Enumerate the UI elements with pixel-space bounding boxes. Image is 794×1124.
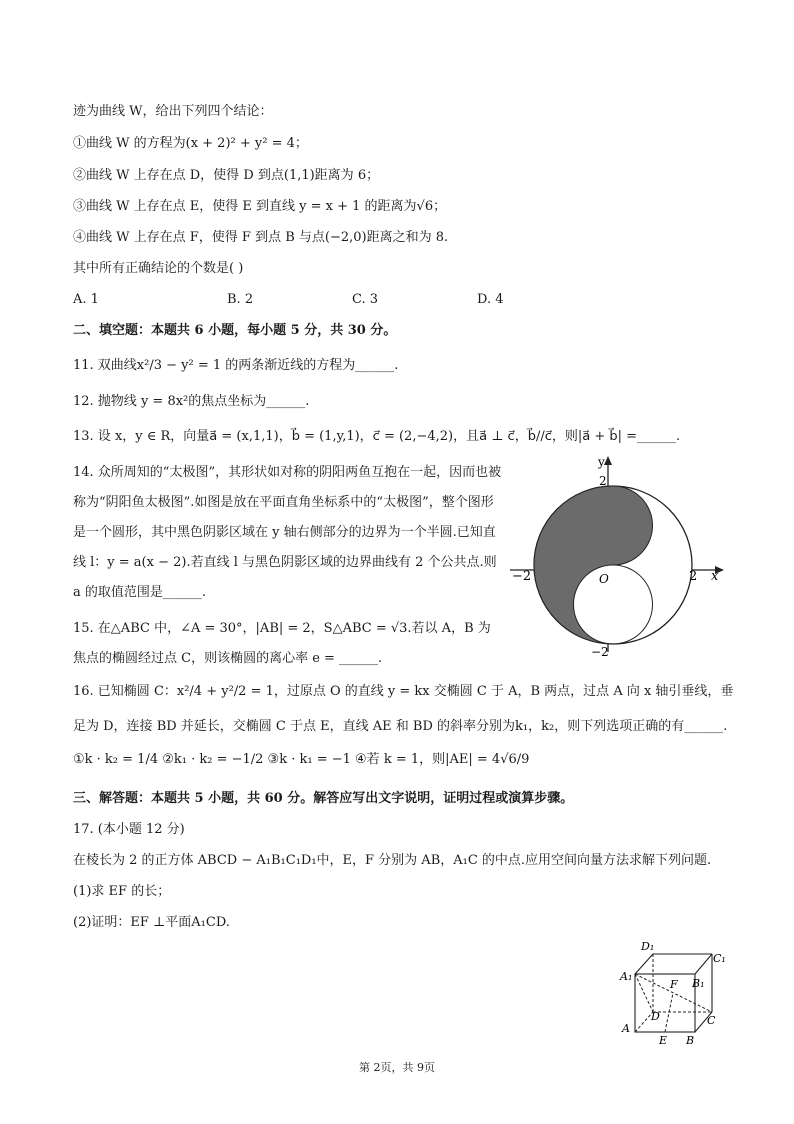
label-e: E [659,1034,668,1047]
label-d: D [651,1010,660,1023]
label-a1: A₁ [620,970,633,983]
question-14: 14. 众所周知的“太极图”，其形状如对称的阴阳两鱼互抱在一起，因而也被称为“阴阳鱼太极图”.如图是放在平面直角坐标系中的“太极图”，整个图形是一个圆形，其中黑色阴影区域在 y 轴右侧部分的边界为一个半圆.已知直线 l：y = a(x − 2).若直线 l 与黑色阴影区域的边界曲线有 2 个公共点.则 a 的取值范围是______. [73,465,502,600]
label-c: C [707,1014,716,1027]
label-a: A [622,1022,630,1035]
label-y: y [598,455,605,469]
option-a: A. 1 [73,292,99,307]
section-answer: 三、解答题：本题共 5 小题，共 60 分。解答应写出文字说明，证明过程或演算步骤。 [73,791,574,806]
cube-figure [615,936,737,1048]
question-17-head: 17. (本小题 12 分) [73,822,185,837]
label-origin: O [599,572,609,586]
conclusion-3: ③曲线 W 上存在点 E，使得 E 到直线 y = x + 1 的距离为√6； [73,199,447,214]
conclusion-1: ①曲线 W 的方程为(x + 2)² + y² = 4； [73,136,308,151]
question-16-line2: 足为 D，连接 BD 并延长，交椭圆 C 于点 E，直线 AE 和 BD 的斜率分别为k₁，k₂，则下列选项正确的有______. [73,719,728,734]
question-16-line1: 16. 已知椭圆 C：x²/4 + y²/2 = 1，过原点 O 的直线 y = kx 交椭圆 C 于 A，B 两点，过点 A 向 x 轴引垂线，垂 [73,684,734,699]
question-17-part2: (2)证明：EF ⊥平面A₁CD. [73,915,230,930]
page-footer: 第 2页，共 9页 [359,1061,435,1074]
question-12: 12. 抛物线 y = 8x²的焦点坐标为______. [73,394,310,409]
conclusion-4: ④曲线 W 上存在点 F，使得 F 到点 B 与点(−2,0)距离之和为 8. [73,230,449,245]
edge-b1-c1 [695,954,712,974]
line-curve-w: 迹为曲线 W，给出下列四个结论： [73,104,273,119]
question-11: 11. 双曲线x²/3 − y² = 1 的两条渐近线的方程为______. [73,358,399,373]
option-d: D. 4 [477,292,504,307]
y-axis-arrow [604,456,612,465]
question-15: 15. 在△ABC 中，∠A = 30°，|AB| = 2，S△ABC = √3.若以 A，B 为焦点的椭圆经过点 C，则该椭圆的离心率 e = ______. [73,621,491,666]
option-b: B. 2 [227,292,254,307]
label-x-pos2: 2 [689,569,698,584]
label-x: x [711,569,719,584]
cube-front-face [635,974,695,1032]
label-y-bottom: −2 [591,645,609,659]
label-c1: C₁ [713,952,726,965]
label-x-neg2: −2 [512,569,532,584]
question-prompt: 其中所有正确结论的个数是( ) [73,261,244,276]
question-17-body: 在棱长为 2 的正方体 ABCD − A₁B₁C₁D₁中，E，F 分别为 AB，A₁C 的中点.应用空间向量方法求解下列问题. [73,853,712,868]
question-16-choices: ①k · k₂ = 1/4 ②k₁ · k₂ = −1/2 ③k · k₁ = −1 ④若 k = 1，则|AE| = 4√6/9 [73,752,530,767]
section-fill-in: 二、填空题：本题共 6 小题，每小题 5 分，共 30 分。 [73,323,397,338]
label-y-top: 2 [599,474,607,488]
label-d1: D₁ [641,940,655,953]
conclusion-2: ②曲线 W 上存在点 D，使得 D 到点(1,1)距离为 6； [73,168,380,183]
label-b: B [686,1034,695,1047]
option-c: C. 3 [352,292,379,307]
question-17-part1: (1)求 EF 的长； [73,884,171,899]
line-a1-d [635,974,653,1012]
question-13: 13. 设 x，y ∈ R，向量a⃗ = (x,1,1)，b⃗ = (1,y,1)，c⃗ = (2,−4,2)，且a⃗ ⊥ c⃗，b⃗//c⃗，则|a⃗ + b⃗| =______. [73,429,681,444]
label-b1: B₁ [692,977,705,990]
taiji-figure [505,452,730,664]
label-f: F [670,978,678,991]
edge-a1-d1 [635,954,653,974]
